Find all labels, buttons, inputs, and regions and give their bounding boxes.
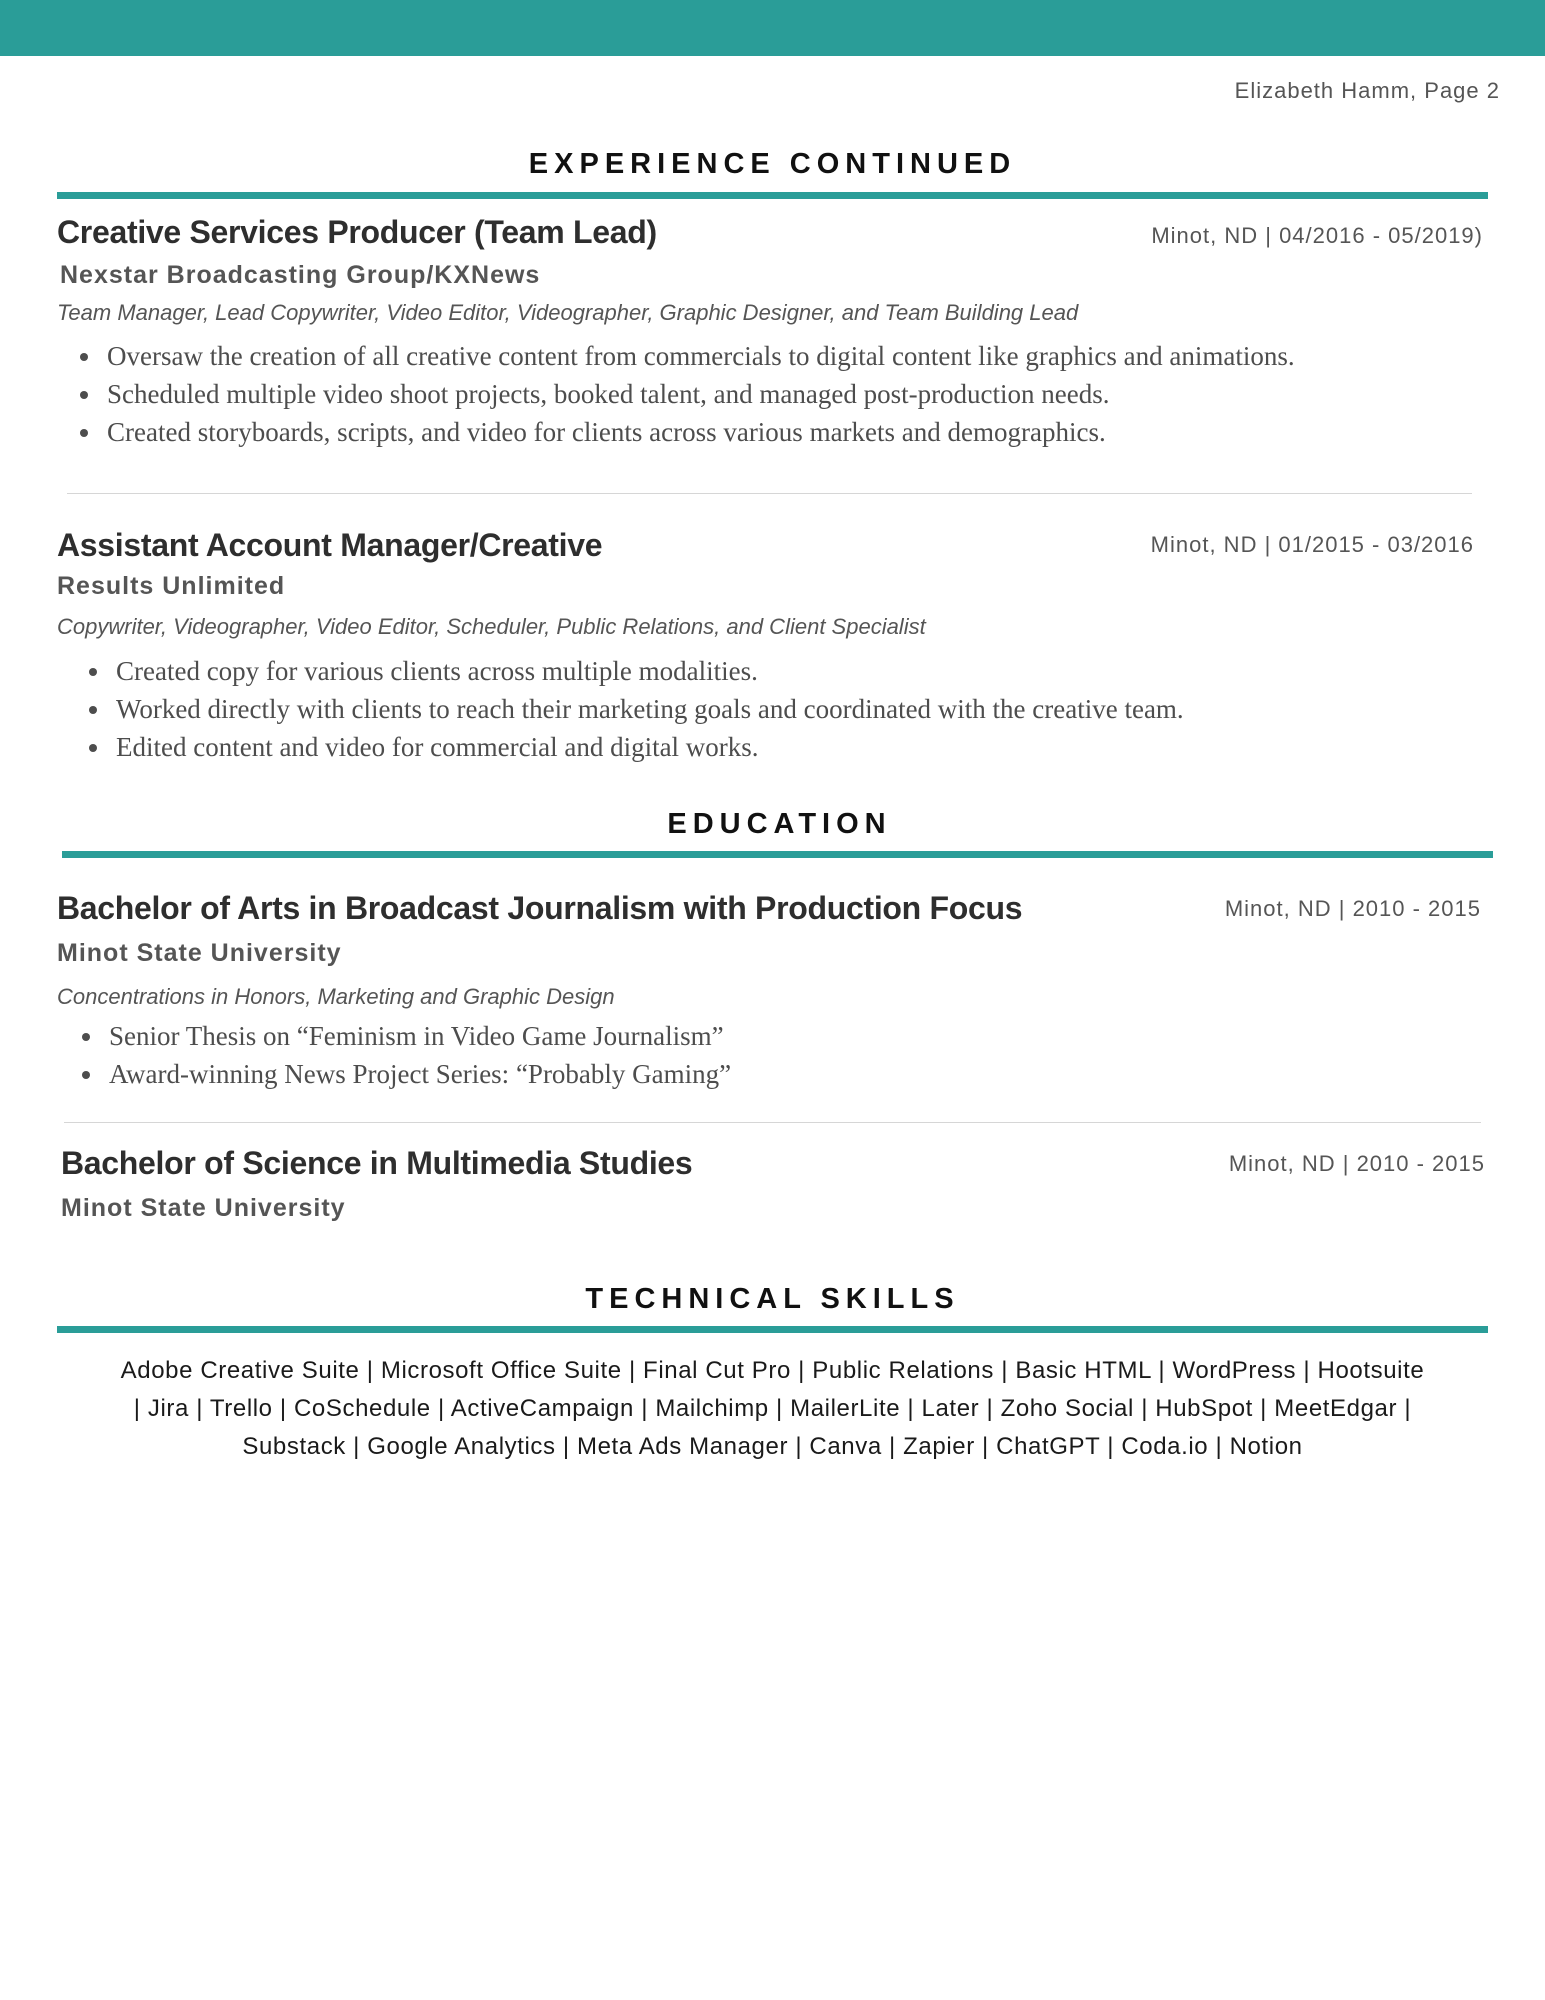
- job-bullet-list: [55, 337, 1295, 451]
- skills-line: Adobe Creative Suite | Microsoft Office Suite | Final Cut Pro | Public Relations | Basic HTML | WordPress | Hootsuite: [120, 1357, 1425, 1384]
- skills-line: Substack | Google Analytics | Meta Ads Manager | Canva | Zapier | ChatGPT | Coda.io | Notion: [242, 1433, 1303, 1460]
- list-item: • Edited content and video for commercial and digital works.: [112, 728, 1184, 766]
- list-item: • Created storyboards, scripts, and video for clients across various markets and demographics.: [103, 413, 1295, 451]
- school-name: Minot State University: [61, 1194, 346, 1222]
- list-item: • Created copy for various clients across multiple modalities.: [112, 652, 1184, 690]
- degree-location-dates: Minot, ND | 2010 - 2015: [1228, 1151, 1485, 1176]
- skills-section-rule: [57, 1326, 1488, 1333]
- education-section-rule: [62, 851, 1493, 858]
- job-title: Assistant Account Manager/Creative: [57, 527, 603, 563]
- list-item: • Scheduled multiple video shoot projects, booked talent, and managed post-production needs.: [103, 375, 1295, 413]
- list-item: • Award-winning News Project Series: “Probably Gaming”: [105, 1055, 731, 1093]
- skills-section-title: TECHNICAL SKILLS: [585, 1283, 960, 1315]
- job-bullet-list: [64, 652, 1184, 766]
- skills-line: | Jira | Trello | CoSchedule | ActiveCampaign | Mailchimp | MailerLite | Later | Zoho Social | HubSpot | MeetEdgar |: [133, 1395, 1412, 1422]
- job-roles: Team Manager, Lead Copywriter, Video Editor, Videographer, Graphic Designer, and Team Building Lead: [57, 300, 1079, 325]
- page-header: Elizabeth Hamm, Page 2: [1234, 78, 1500, 103]
- list-item: • Oversaw the creation of all creative content from commercials to digital content like graphics and animations.: [103, 337, 1295, 375]
- top-accent-band: [0, 0, 1545, 56]
- skills-list: [60, 1352, 1485, 1466]
- job-location-dates: Minot, ND | 04/2016 - 05/2019): [1151, 223, 1483, 248]
- school-name: Minot State University: [57, 939, 342, 967]
- degree-bullet-list: [57, 1017, 731, 1093]
- job-roles: Copywriter, Videographer, Video Editor, Scheduler, Public Relations, and Client Specialist: [57, 614, 926, 639]
- experience-section-rule: [57, 192, 1488, 199]
- degree-location-dates: Minot, ND | 2010 - 2015: [1224, 896, 1481, 921]
- degree-concentrations: Concentrations in Honors, Marketing and Graphic Design: [57, 984, 615, 1009]
- job-location-dates: Minot, ND | 01/2015 - 03/2016: [1150, 532, 1474, 557]
- list-item: • Worked directly with clients to reach their marketing goals and coordinated with the creative team.: [112, 690, 1184, 728]
- company-name: Nexstar Broadcasting Group/KXNews: [60, 261, 541, 289]
- list-item: • Senior Thesis on “Feminism in Video Game Journalism”: [105, 1017, 731, 1055]
- company-name: Results Unlimited: [57, 572, 286, 600]
- education-section-title: EDUCATION: [667, 808, 892, 840]
- experience-section-title: EXPERIENCE CONTINUED: [528, 148, 1017, 180]
- job-title: Creative Services Producer (Team Lead): [57, 214, 657, 250]
- entry-divider: [67, 493, 1472, 494]
- entry-divider: [64, 1122, 1481, 1123]
- degree-title: Bachelor of Arts in Broadcast Journalism with Production Focus: [57, 890, 1023, 926]
- degree-title: Bachelor of Science in Multimedia Studies: [61, 1145, 693, 1181]
